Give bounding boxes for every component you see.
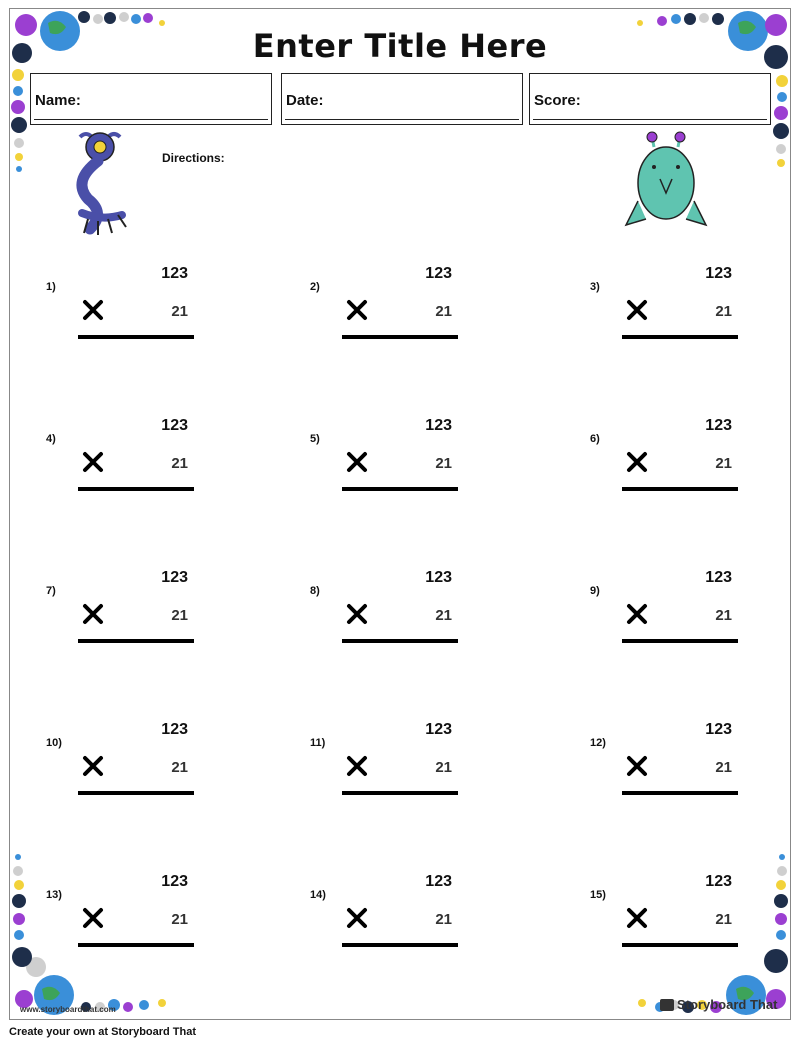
- multiplicand: 123: [161, 265, 188, 282]
- multiplicand: 123: [705, 873, 732, 890]
- page-title[interactable]: Enter Title Here: [252, 27, 548, 65]
- multiplicand: 123: [161, 721, 188, 738]
- multiplicand: 123: [705, 265, 732, 282]
- multiply-icon: [626, 603, 648, 625]
- problem-13: [46, 865, 226, 965]
- problem-5: [310, 409, 490, 509]
- problem-number: 1): [46, 281, 56, 293]
- problem-10: [46, 713, 226, 813]
- multiply-icon: [346, 755, 368, 777]
- storyboard-logo: [660, 997, 777, 1012]
- problem-number: 6): [590, 433, 600, 445]
- multiplier: 21: [171, 303, 188, 320]
- problem-2: [310, 257, 490, 357]
- multiplier: 21: [435, 759, 452, 776]
- multiplier: 21: [715, 759, 732, 776]
- answer-line[interactable]: [78, 943, 194, 947]
- problem-number: 13): [46, 889, 62, 901]
- problem-number: 10): [46, 737, 62, 749]
- multiplicand: 123: [425, 417, 452, 434]
- answer-line[interactable]: [622, 639, 738, 643]
- multiply-icon: [626, 299, 648, 321]
- answer-line[interactable]: [342, 791, 458, 795]
- problem-number: 8): [310, 585, 320, 597]
- answer-line[interactable]: [342, 487, 458, 491]
- problem-number: 14): [310, 889, 326, 901]
- answer-line[interactable]: [342, 943, 458, 947]
- multiply-icon: [82, 451, 104, 473]
- purple-monster-icon: [62, 127, 138, 239]
- date-field[interactable]: [281, 73, 523, 125]
- date-label: Date:: [286, 92, 324, 109]
- answer-line[interactable]: [622, 943, 738, 947]
- multiplicand: 123: [425, 569, 452, 586]
- storyboard-logo-text: Storyboard That: [677, 997, 778, 1012]
- multiplicand: 123: [705, 417, 732, 434]
- name-label: Name:: [35, 92, 81, 109]
- problem-12: [590, 713, 770, 813]
- multiplicand: 123: [161, 873, 188, 890]
- answer-line[interactable]: [342, 639, 458, 643]
- multiplicand: 123: [425, 873, 452, 890]
- multiplier: 21: [715, 911, 732, 928]
- green-alien-icon: [624, 131, 708, 233]
- answer-line[interactable]: [78, 335, 194, 339]
- problem-8: [310, 561, 490, 661]
- multiplicand: 123: [425, 265, 452, 282]
- problem-number: 7): [46, 585, 56, 597]
- problem-7: [46, 561, 226, 661]
- multiplier: 21: [171, 911, 188, 928]
- problem-number: 9): [590, 585, 600, 597]
- problem-4: [46, 409, 226, 509]
- problem-number: 11): [310, 737, 326, 749]
- multiplier: 21: [171, 455, 188, 472]
- problem-14: [310, 865, 490, 965]
- answer-line[interactable]: [78, 487, 194, 491]
- storyboard-logo-icon: [660, 999, 674, 1011]
- multiply-icon: [346, 451, 368, 473]
- multiplier: 21: [435, 455, 452, 472]
- problem-number: 5): [310, 433, 320, 445]
- create-your-own-link[interactable]: Create your own at Storyboard That: [9, 1026, 197, 1038]
- problem-number: 15): [590, 889, 606, 901]
- worksheet-page: [9, 8, 791, 1020]
- answer-line[interactable]: [622, 335, 738, 339]
- score-label: Score:: [534, 92, 581, 109]
- multiply-icon: [82, 299, 104, 321]
- multiplier: 21: [171, 759, 188, 776]
- multiply-icon: [82, 907, 104, 929]
- multiply-icon: [346, 603, 368, 625]
- problem-number: 12): [590, 737, 606, 749]
- answer-line[interactable]: [78, 791, 194, 795]
- multiplicand: 123: [161, 569, 188, 586]
- multiplicand: 123: [161, 417, 188, 434]
- directions-label: Directions:: [162, 151, 225, 165]
- answer-line[interactable]: [622, 791, 738, 795]
- multiplier: 21: [715, 455, 732, 472]
- multiplier: 21: [715, 607, 732, 624]
- score-underline: [533, 119, 767, 120]
- multiply-icon: [346, 299, 368, 321]
- multiplicand: 123: [705, 569, 732, 586]
- multiplicand: 123: [425, 721, 452, 738]
- name-field[interactable]: [30, 73, 272, 125]
- multiply-icon: [346, 907, 368, 929]
- problem-number: 2): [310, 281, 320, 293]
- multiplier: 21: [435, 607, 452, 624]
- date-underline: [285, 119, 519, 120]
- problem-1: [46, 257, 226, 357]
- multiply-icon: [82, 755, 104, 777]
- multiplier: 21: [435, 303, 452, 320]
- multiply-icon: [82, 603, 104, 625]
- score-field[interactable]: [529, 73, 771, 125]
- multiplier: 21: [435, 911, 452, 928]
- problem-11: [310, 713, 490, 813]
- answer-line[interactable]: [342, 335, 458, 339]
- answer-line[interactable]: [622, 487, 738, 491]
- multiplicand: 123: [705, 721, 732, 738]
- answer-line[interactable]: [78, 639, 194, 643]
- problem-15: [590, 865, 770, 965]
- multiply-icon: [626, 755, 648, 777]
- problem-number: 4): [46, 433, 56, 445]
- name-underline: [34, 119, 268, 120]
- problem-number: 3): [590, 281, 600, 293]
- multiply-icon: [626, 451, 648, 473]
- problem-3: [590, 257, 770, 357]
- multiplier: 21: [715, 303, 732, 320]
- problem-6: [590, 409, 770, 509]
- footer-url: www.storyboardthat.com: [20, 1005, 116, 1014]
- multiplier: 21: [171, 607, 188, 624]
- problem-9: [590, 561, 770, 661]
- multiply-icon: [626, 907, 648, 929]
